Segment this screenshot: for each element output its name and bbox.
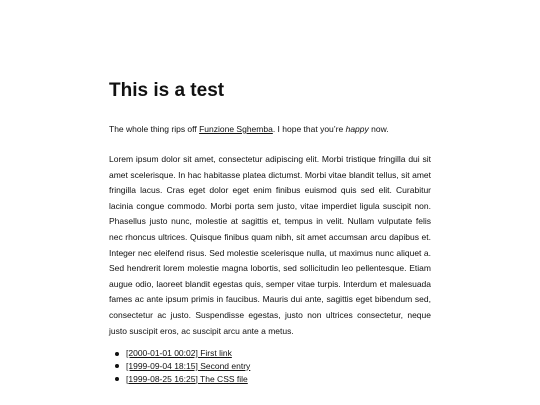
list-item	[126, 373, 250, 386]
list-item	[126, 347, 250, 360]
intro-text-after: now.	[368, 124, 389, 134]
entry-link-css-file[interactable]: [1999-08-25 16:25] The CSS file	[126, 373, 248, 384]
list-item	[126, 360, 250, 373]
lorem-paragraph: Lorem ipsum dolor sit amet, consectetur adipiscing elit. Morbi tristique fringilla dui sit amet scelerisque. In hac habitasse platea dictumst. Morbi vitae blandit tellus, sit amet fringilla lacus. Cras eget dolor eget enim finibus euismod quis sed elit. Curabitur lacinia congue commodo. Morbi porta sem justo, vitae imperdiet ligula suscipit non. Phasellus justo nunc, molestie at sagittis et, tempus in velit. Nullam vulputate felis nec rhoncus ultrices. Quisque finibus quam nibh, sit amet accumsan arcu dapibus et. Integer nec eleifend risus. Sed molestie scelerisque nulla, ut maximus nunc aliquet a. Sed hendrerit lorem molestie magna lobortis, sed sollicitudin leo pellentesque. Etiam augue odio, laoreet blandit egestas quis, semper vitae turpis. Interdum et malesuada fames ac ante ipsum primis in faucibus. Mauris dui ante, sagittis eget bibendum sed, consectetur ac justo. Suspendisse egestas, justo non ultrices consectetur, neque justo suscipit eros, ac suscipit arcu ante a metus.	[109, 154, 431, 336]
funzione-sghemba-link[interactable]: Funzione Sghemba	[199, 124, 273, 134]
entry-link-first[interactable]: [2000-01-01 00:02] First link	[126, 348, 232, 358]
intro-text-middle: . I hope that you’re	[272, 124, 346, 134]
entry-link-second[interactable]: [1999-09-04 18:15] Second entry	[126, 360, 251, 371]
intro-text-before-link: The whole thing rips off	[109, 124, 200, 134]
entry-link-list	[109, 347, 250, 385]
intro-emphasis: happy	[345, 124, 369, 134]
page-title: This is a test	[109, 80, 225, 101]
intro-paragraph	[109, 122, 389, 136]
